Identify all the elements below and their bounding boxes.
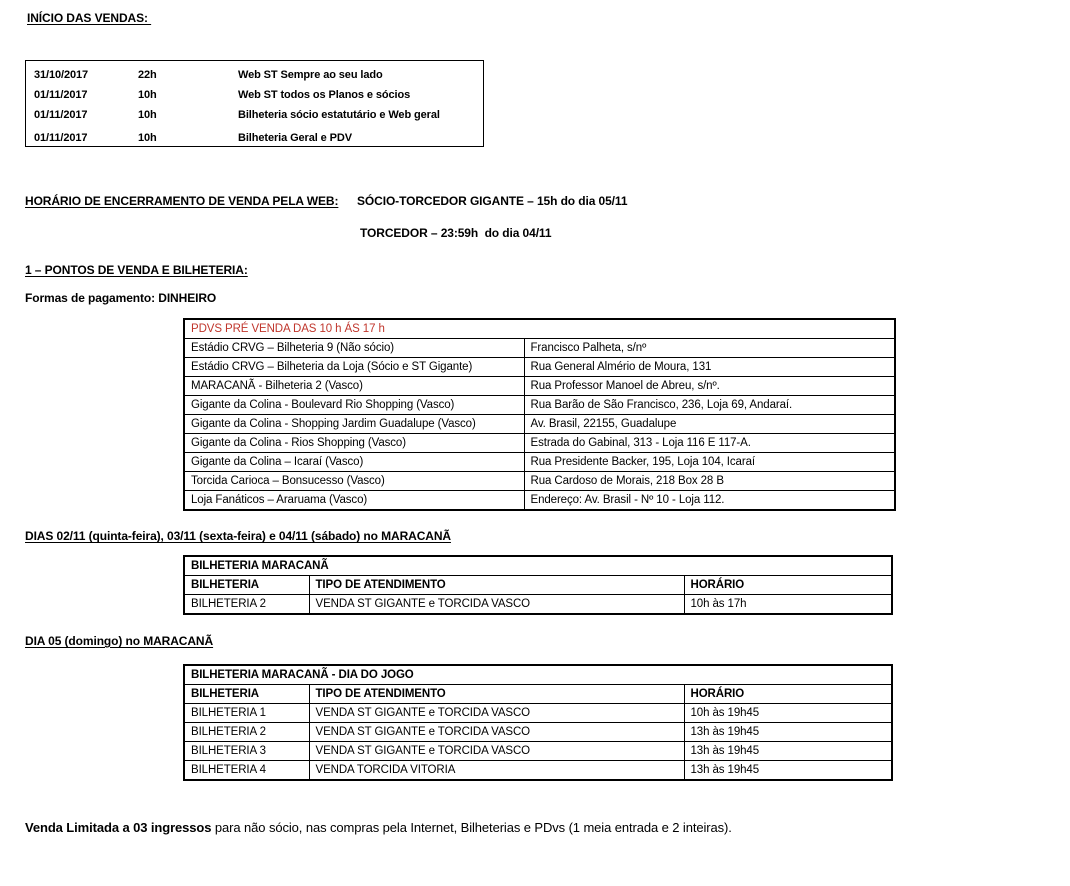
sales-start-table [25, 60, 484, 147]
cell-bilheteria: BILHETERIA 1 [184, 704, 309, 723]
sales-time: 22h [138, 69, 157, 81]
pdv-location: Gigante da Colina - Rios Shopping (Vasco) [184, 434, 524, 453]
col-horario: HORÁRIO [684, 576, 892, 595]
sales-date: 01/11/2017 [34, 109, 88, 121]
maracana-title-row [184, 556, 892, 576]
cell-horario: 10h às 19h45 [684, 704, 892, 723]
pdv-location: Torcida Carioca – Bonsucesso (Vasco) [184, 472, 524, 491]
sales-channel: Bilheteria Geral e PDV [238, 132, 352, 144]
sales-start-row [26, 105, 483, 125]
pdv-location: Estádio CRVG – Bilheteria 9 (Não sócio) [184, 339, 524, 358]
sales-date: 01/11/2017 [34, 132, 88, 144]
pdv-location: Estádio CRVG – Bilheteria da Loja (Sócio e ST Gigante) [184, 358, 524, 377]
web-closing-label: HORÁRIO DE ENCERRAMENTO DE VENDA PELA WEB: [25, 194, 339, 208]
gameday-title-row [184, 665, 892, 685]
gameday-row [184, 742, 892, 761]
col-bilheteria: BILHETERIA [184, 685, 309, 704]
gameday-table [183, 664, 893, 781]
cell-tipo: VENDA TORCIDA VITORIA [309, 761, 684, 781]
col-tipo: TIPO DE ATENDIMENTO [309, 576, 684, 595]
gameday-header-row [184, 685, 892, 704]
pdv-row [184, 434, 895, 453]
pdv-row [184, 377, 895, 396]
limit-note-bold: Venda Limitada a 03 ingressos [25, 820, 212, 835]
pdv-address: Rua General Almério de Moura, 131 [524, 358, 895, 377]
pdv-table-header: PDVS PRÉ VENDA DAS 10 h ÁS 17 h [184, 319, 895, 339]
pdv-address: Rua Cardoso de Morais, 218 Box 28 B [524, 472, 895, 491]
gameday-row [184, 704, 892, 723]
gameday-row [184, 723, 892, 742]
pdv-location: MARACANÃ - Bilheteria 2 (Vasco) [184, 377, 524, 396]
pdv-header-row [184, 319, 895, 339]
pdv-location: Gigante da Colina – Icaraí (Vasco) [184, 453, 524, 472]
pdv-location: Gigante da Colina - Shopping Jardim Guadalupe (Vasco) [184, 415, 524, 434]
sales-channel: Web ST todos os Planos e sócios [238, 89, 411, 101]
sales-channel: Web ST Sempre ao seu lado [238, 69, 383, 81]
cell-tipo: VENDA ST GIGANTE e TORCIDA VASCO [309, 704, 684, 723]
web-closing-line-1: SÓCIO-TORCEDOR GIGANTE – 15h do dia 05/11 [357, 194, 628, 208]
limit-note [25, 820, 1045, 836]
cell-bilheteria: BILHETERIA 2 [184, 723, 309, 742]
pdv-address: Rua Barão de São Francisco, 236, Loja 69, Andaraí. [524, 396, 895, 415]
pdv-address: Rua Professor Manoel de Abreu, s/nº. [524, 377, 895, 396]
col-bilheteria: BILHETERIA [184, 576, 309, 595]
sales-date: 31/10/2017 [34, 69, 89, 81]
pdv-location: Gigante da Colina - Boulevard Rio Shopping (Vasco) [184, 396, 524, 415]
pdv-address: Endereço: Av. Brasil - Nº 10 - Loja 112. [524, 491, 895, 511]
web-closing-line-2: TORCEDOR – 23:59h do dia 04/11 [360, 226, 552, 240]
pdv-row [184, 358, 895, 377]
gameday-table-title: BILHETERIA MARACANÃ - DIA DO JOGO [184, 665, 892, 685]
day5-heading: DIA 05 (domingo) no MARACANÃ [25, 634, 214, 648]
doc-title: INÍCIO DAS VENDAS: [27, 11, 152, 25]
sales-time: 10h [138, 109, 157, 121]
days-heading: DIAS 02/11 (quinta-feira), 03/11 (sexta-feira) e 04/11 (sábado) no MARACANÃ [25, 529, 451, 543]
pdv-row [184, 453, 895, 472]
gameday-row [184, 761, 892, 781]
col-tipo: TIPO DE ATENDIMENTO [309, 685, 684, 704]
payment-line: Formas de pagamento: DINHEIRO [25, 291, 217, 305]
pdv-row [184, 396, 895, 415]
cell-horario: 13h às 19h45 [684, 761, 892, 781]
cell-tipo: VENDA ST GIGANTE e TORCIDA VASCO [309, 595, 684, 615]
pdv-row [184, 415, 895, 434]
pdv-row [184, 491, 895, 511]
pdv-table [183, 318, 896, 511]
sales-start-row [26, 85, 483, 105]
sales-time: 10h [138, 89, 157, 101]
sales-time: 10h [138, 132, 157, 144]
cell-tipo: VENDA ST GIGANTE e TORCIDA VASCO [309, 742, 684, 761]
sales-start-row [26, 128, 483, 148]
sales-start-row [26, 65, 483, 85]
pdv-address: Rua Presidente Backer, 195, Loja 104, Icaraí [524, 453, 895, 472]
pos-section-heading: 1 – PONTOS DE VENDA E BILHETERIA: [25, 263, 248, 277]
cell-tipo: VENDA ST GIGANTE e TORCIDA VASCO [309, 723, 684, 742]
pdv-address: Estrada do Gabinal, 313 - Loja 116 E 117-A. [524, 434, 895, 453]
cell-horario: 13h às 19h45 [684, 723, 892, 742]
cell-bilheteria: BILHETERIA 3 [184, 742, 309, 761]
pdv-row [184, 339, 895, 358]
cell-bilheteria: BILHETERIA 4 [184, 761, 309, 781]
sales-channel: Bilheteria sócio estatutário e Web geral [238, 109, 440, 121]
col-horario: HORÁRIO [684, 685, 892, 704]
cell-horario: 10h às 17h [684, 595, 892, 615]
pdv-location: Loja Fanáticos – Araruama (Vasco) [184, 491, 524, 511]
pdv-row [184, 472, 895, 491]
maracana-header-row [184, 576, 892, 595]
pdv-address: Francisco Palheta, s/nº [524, 339, 895, 358]
limit-note-rest: para não sócio, nas compras pela Internet, Bilheterias e PDvs (1 meia entrada e 2 inteiras). [211, 820, 732, 835]
pdv-address: Av. Brasil, 22155, Guadalupe [524, 415, 895, 434]
maracana-table-title: BILHETERIA MARACANÃ [184, 556, 892, 576]
sales-date: 01/11/2017 [34, 89, 88, 101]
cell-bilheteria: BILHETERIA 2 [184, 595, 309, 615]
cell-horario: 13h às 19h45 [684, 742, 892, 761]
maracana-row [184, 595, 892, 615]
maracana-table [183, 555, 893, 615]
